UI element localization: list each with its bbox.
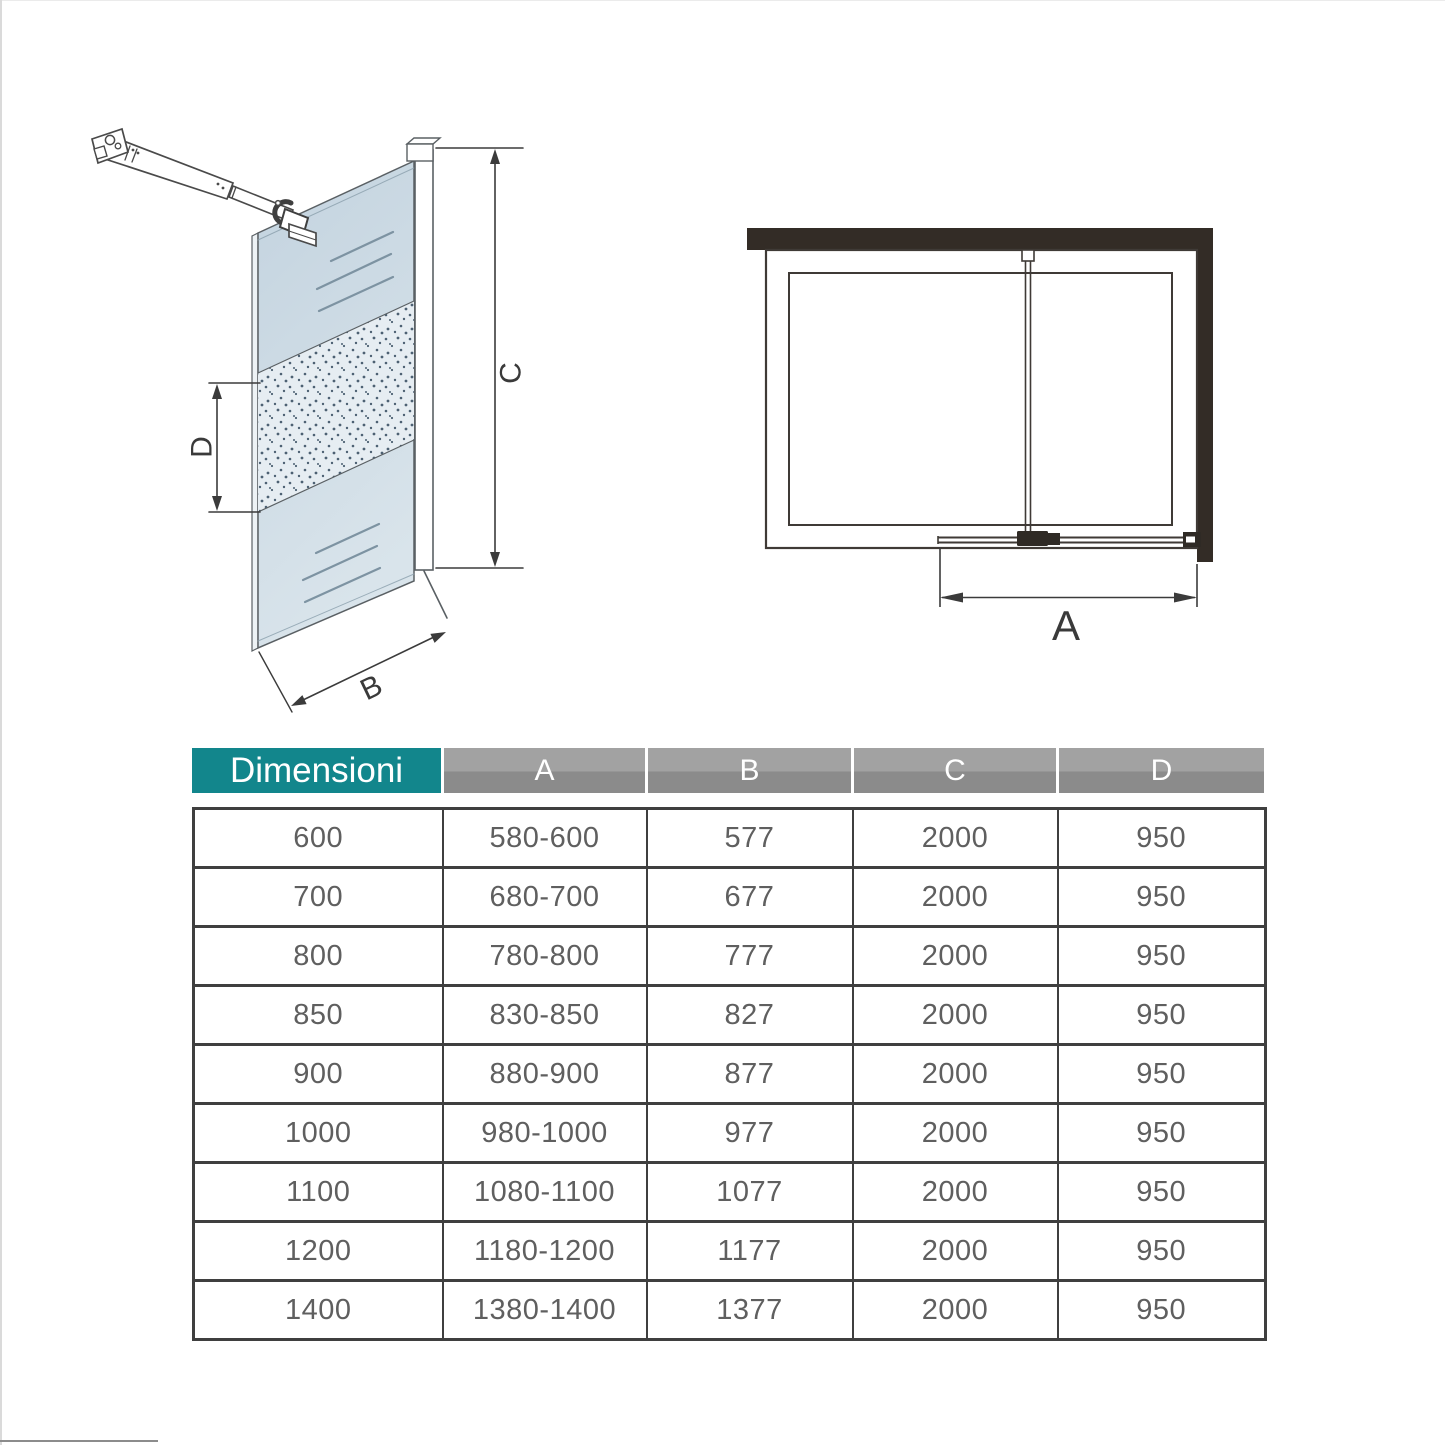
- table-cell: 2000: [853, 986, 1058, 1045]
- dimension-label-b: B: [355, 668, 388, 708]
- dimension-arrow-a: [940, 547, 1197, 607]
- table-cell: 1080-1100: [443, 1163, 647, 1222]
- table-cell: 580-600: [443, 809, 647, 868]
- table-cell: 1177: [647, 1222, 853, 1281]
- support-arm: [92, 129, 316, 246]
- table-cell: 880-900: [443, 1045, 647, 1104]
- table-cell: 950: [1058, 927, 1266, 986]
- table-cell: 1377: [647, 1281, 853, 1340]
- table-row: [194, 927, 1266, 986]
- header-cell-a: A: [441, 748, 645, 793]
- table-cell: 1180-1200: [443, 1222, 647, 1281]
- table-cell: 1077: [647, 1163, 853, 1222]
- table-body: [192, 807, 1267, 1341]
- support-arm-plan: [1022, 250, 1034, 532]
- table-cell: 830-850: [443, 986, 647, 1045]
- dimension-label-d: D: [185, 436, 219, 458]
- dimension-label-a: A: [1051, 602, 1081, 649]
- header-cell-d: D: [1056, 748, 1264, 793]
- wall-right: [1197, 250, 1213, 562]
- image-bottom-left-border: [0, 1440, 158, 1442]
- table-cell: 1380-1400: [443, 1281, 647, 1340]
- dimension-arrow-b: [259, 632, 446, 712]
- glass-panel-plan: [938, 536, 1196, 544]
- table-cell: 700: [194, 868, 443, 927]
- shower-area-outline: [766, 250, 1197, 548]
- wall-top: [747, 228, 1213, 250]
- top-view-diagram: [747, 228, 1213, 649]
- table-row: [194, 1222, 1266, 1281]
- table-cell: 2000: [853, 1045, 1058, 1104]
- table-cell: 680-700: [443, 868, 647, 927]
- shower-tray-outline: [789, 273, 1172, 525]
- table-cell: 600: [194, 809, 443, 868]
- table-cell: 2000: [853, 927, 1058, 986]
- table-cell: 977: [647, 1104, 853, 1163]
- wall-bracket-plan: [1183, 532, 1201, 547]
- table-cell: 1200: [194, 1222, 443, 1281]
- table-row: [194, 1163, 1266, 1222]
- table-cell: 800: [194, 927, 443, 986]
- table-cell: 950: [1058, 1104, 1266, 1163]
- front-view-diagram: [92, 129, 528, 712]
- table-cell: 2000: [853, 868, 1058, 927]
- dimension-label-c: C: [494, 362, 528, 384]
- table-cell: 980-1000: [443, 1104, 647, 1163]
- table-cell: 950: [1058, 1045, 1266, 1104]
- header-cell-c: C: [851, 748, 1056, 793]
- table-row: [194, 1104, 1266, 1163]
- table-cell: 850: [194, 986, 443, 1045]
- table-header-row: [192, 748, 1264, 793]
- table-cell: 1100: [194, 1163, 443, 1222]
- table-cell: 950: [1058, 868, 1266, 927]
- glass-edge-face: [252, 233, 258, 651]
- table-cell: 2000: [853, 1222, 1058, 1281]
- table-cell: 950: [1058, 1222, 1266, 1281]
- table-cell: 877: [647, 1045, 853, 1104]
- table-cell: 827: [647, 986, 853, 1045]
- table-row: [194, 986, 1266, 1045]
- table-cell: 2000: [853, 1281, 1058, 1340]
- table-cell: 2000: [853, 1163, 1058, 1222]
- table-row: [194, 868, 1266, 927]
- header-cell-b: B: [645, 748, 851, 793]
- table-cell: 950: [1058, 1163, 1266, 1222]
- table-cell: 677: [647, 868, 853, 927]
- table-cell: 2000: [853, 809, 1058, 868]
- table-cell: 777: [647, 927, 853, 986]
- arm-connector-plan: [1017, 531, 1060, 546]
- table-cell: 900: [194, 1045, 443, 1104]
- table-row: [194, 809, 1266, 868]
- table-cell: 2000: [853, 1104, 1058, 1163]
- table-cell: 950: [1058, 986, 1266, 1045]
- table-cell: 950: [1058, 1281, 1266, 1340]
- table-cell: 1000: [194, 1104, 443, 1163]
- table-cell: 1400: [194, 1281, 443, 1340]
- table-row: [194, 1045, 1266, 1104]
- table-cell: 780-800: [443, 927, 647, 986]
- table-row: [194, 1281, 1266, 1340]
- dimension-table: [192, 748, 1264, 1341]
- table-cell: 950: [1058, 809, 1266, 868]
- header-cell-dimensioni: Dimensioni: [192, 748, 441, 793]
- dimension-arrow-c: [436, 148, 523, 568]
- table-cell: 577: [647, 809, 853, 868]
